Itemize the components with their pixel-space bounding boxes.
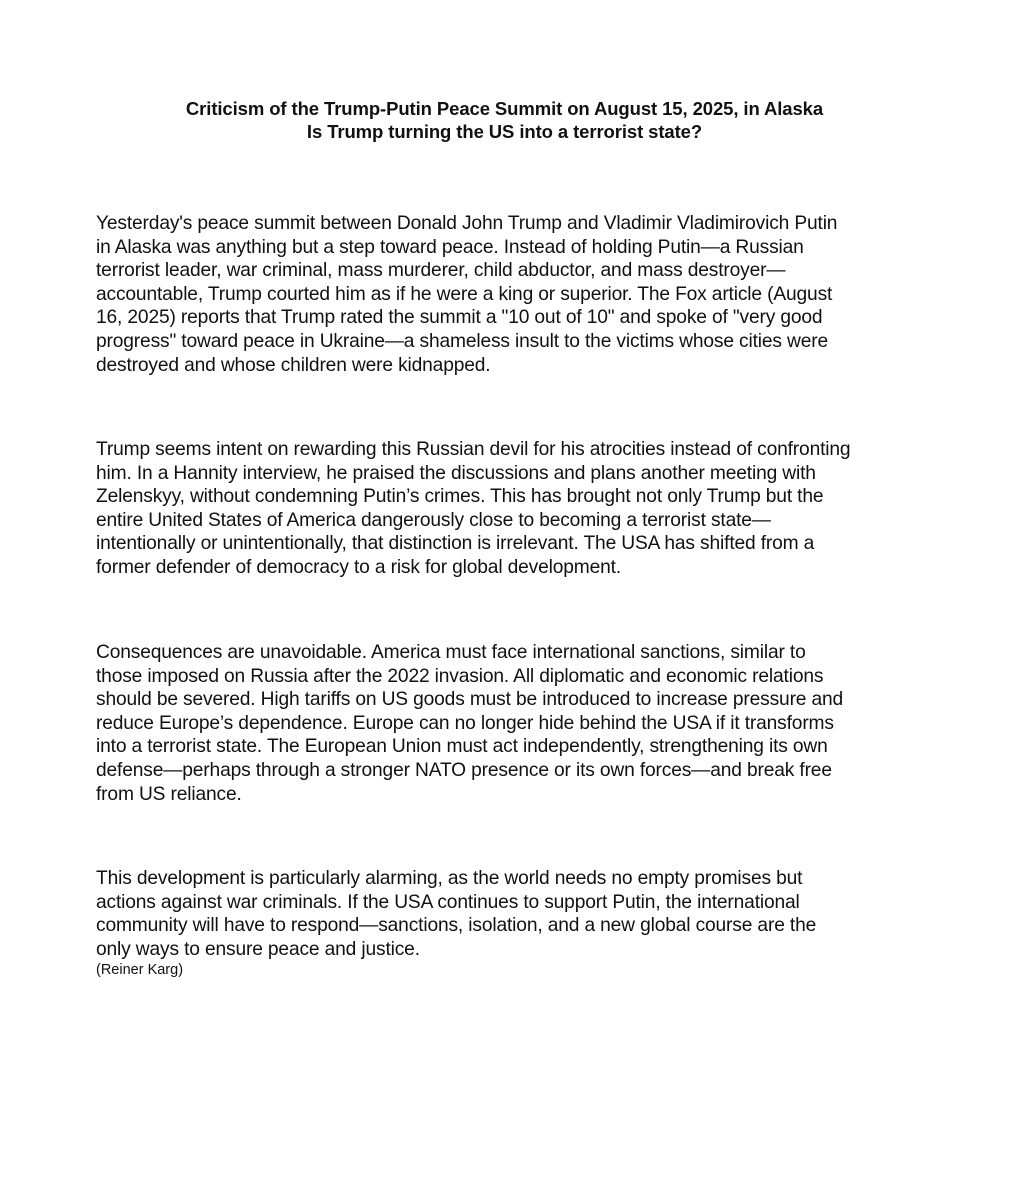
text-line: entire United States of America dangerously close to becoming a terrorist state— bbox=[96, 509, 771, 531]
text-line: should be severed. High tariffs on US goods must be introduced to increase pressure and bbox=[96, 689, 844, 711]
text-line: in Alaska was anything but a step toward peace. Instead of holding Putin—a Russian bbox=[96, 236, 804, 258]
text-line: terrorist leader, war criminal, mass murderer, child abductor, and mass destroyer— bbox=[96, 260, 786, 282]
paragraph-4 bbox=[96, 867, 926, 961]
title-line-1: Criticism of the Trump-Putin Peace Summit on August 15, 2025, in Alaska bbox=[185, 98, 824, 119]
text-line: Consequences are unavoidable. America must face international sanctions, similar to bbox=[96, 642, 806, 663]
text-line: intentionally or unintentionally, that distinction is irrelevant. The USA has shifted from a bbox=[96, 533, 815, 555]
document-title bbox=[0, 97, 1009, 143]
paragraph-2 bbox=[96, 438, 926, 580]
text-line: 16, 2025) reports that Trump rated the summit a "10 out of 10" and spoke of "very good bbox=[96, 307, 823, 329]
text-line: Trump seems intent on rewarding this Russian devil for his atrocities instead of confronting bbox=[96, 439, 851, 460]
text-line: those imposed on Russia after the 2022 invasion. All diplomatic and economic relations bbox=[96, 665, 824, 687]
text-line: Yesterday's peace summit between Donald John Trump and Vladimir Vladimirovich Putin bbox=[96, 213, 838, 234]
text-line: Zelenskyy, without condemning Putin’s crimes. This has brought not only Trump but the bbox=[96, 486, 824, 508]
text-line: progress" toward peace in Ukraine—a shameless insult to the victims whose cities were bbox=[96, 330, 829, 352]
text-line: accountable, Trump courted him as if he were a king or superior. The Fox article (August bbox=[96, 283, 833, 305]
text-line: destroyed and whose children were kidnapped. bbox=[96, 354, 491, 376]
text-line: defense—perhaps through a stronger NATO presence or its own forces—and break free bbox=[96, 759, 832, 781]
text-line: reduce Europe’s dependence. Europe can no longer hide behind the USA if it transforms bbox=[96, 712, 834, 734]
text-line: from US reliance. bbox=[96, 783, 242, 805]
author-signature: (Reiner Karg) bbox=[96, 962, 184, 978]
text-line: only ways to ensure peace and justice. bbox=[96, 938, 420, 960]
paragraph-3 bbox=[96, 641, 926, 806]
paragraph-1 bbox=[96, 212, 926, 377]
text-line: community will have to respond—sanctions, isolation, and a new global course are the bbox=[96, 915, 817, 937]
text-line: This development is particularly alarming, as the world needs no empty promises but bbox=[96, 868, 803, 889]
text-line: into a terrorist state. The European Union must act independently, strengthening its own bbox=[96, 736, 828, 758]
text-line: former defender of democracy to a risk for global development. bbox=[96, 556, 622, 578]
text-line: actions against war criminals. If the USA continues to support Putin, the international bbox=[96, 891, 800, 913]
title-line-2-subtitle: Is Trump turning the US into a terrorist state? bbox=[306, 121, 703, 142]
text-line: him. In a Hannity interview, he praised the discussions and plans another meeting with bbox=[96, 462, 816, 484]
